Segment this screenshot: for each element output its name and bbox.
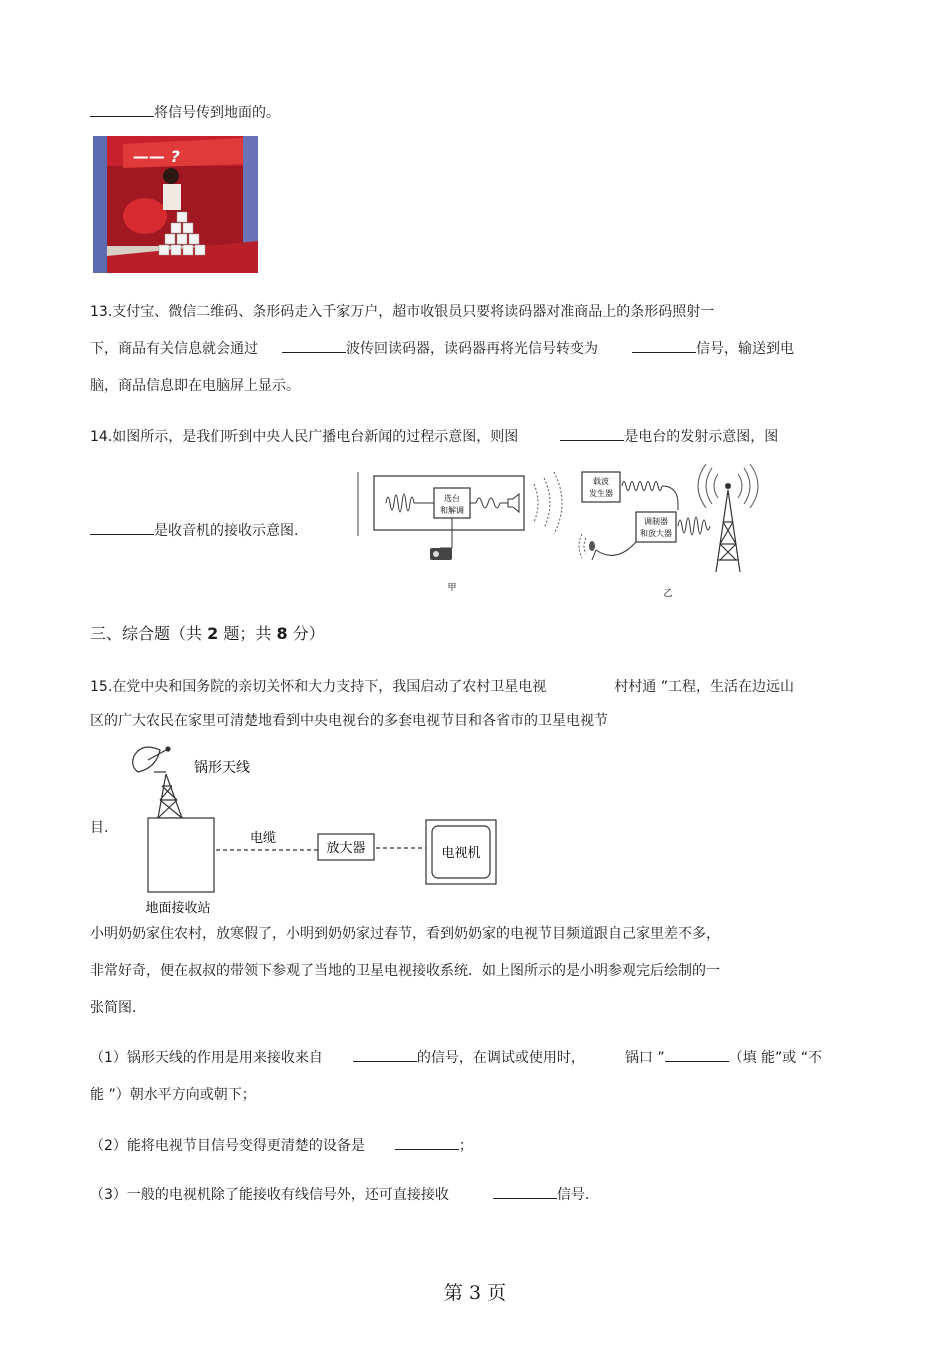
q15-para2: 非常好奇，便在叔叔的带领下参观了当地的卫星电视接收系统．如上图所示的是小明参观完后绘制的一 bbox=[90, 963, 720, 979]
answer-blank[interactable] bbox=[282, 338, 346, 353]
svg-text:甲: 甲 bbox=[447, 583, 457, 593]
svg-text:发生器: 发生器 bbox=[589, 489, 613, 498]
svg-text:乙: 乙 bbox=[663, 589, 673, 599]
radio-transmitter-diagram bbox=[578, 460, 774, 600]
svg-text:和放大器: 和放大器 bbox=[640, 529, 672, 538]
svg-text:载波: 载波 bbox=[593, 477, 609, 486]
answer-blank[interactable] bbox=[90, 520, 154, 535]
svg-text:—— ?: —— ? bbox=[133, 147, 180, 166]
svg-text:和解调: 和解调 bbox=[440, 506, 464, 515]
q15-line2: 区的广大农民在家里可清楚地看到中央电视台的多套电视节目和各省市的卫星电视节 bbox=[90, 713, 608, 729]
q15-para3: 张简图. bbox=[90, 1000, 137, 1016]
q15-sub3: （3）一般的电视机除了能接收有线信号外，还可直接接收 信号. bbox=[90, 1184, 589, 1205]
answer-blank[interactable] bbox=[353, 1047, 417, 1062]
q13-line3: 脑，商品信息即在电脑屏上显示。 bbox=[90, 378, 300, 394]
q15-sub1: （1）锅形天线的作用是用来接收来自 的信号，在调试或使用时， 锅口 ” （填 能”或 “不 bbox=[90, 1047, 822, 1068]
svg-text:放大器: 放大器 bbox=[326, 841, 366, 856]
svg-text:电视机: 电视机 bbox=[441, 846, 481, 861]
satellite-tv-diagram bbox=[126, 742, 506, 918]
section-heading: 三、综合题（共 2 题；共 8 分） bbox=[90, 624, 325, 643]
tv-show-photo bbox=[93, 136, 258, 273]
answer-blank[interactable] bbox=[560, 426, 624, 441]
svg-text:电缆: 电缆 bbox=[250, 831, 277, 846]
q14-line2: 是收音机的接收示意图. bbox=[90, 520, 298, 541]
answer-blank[interactable] bbox=[493, 1184, 557, 1199]
answer-blank[interactable] bbox=[632, 338, 696, 353]
answer-blank[interactable] bbox=[90, 102, 154, 117]
q12-tail: 将信号传到地面的。 bbox=[90, 102, 280, 123]
q13-line2: 下，商品有关信息就会通过 波传回读码器，读码器再将光信号转变为 信号，输送到电 bbox=[90, 338, 794, 359]
q15-para1: 小明奶奶家住农村，放寒假了，小明到奶奶家过春节，看到奶奶家的电视节目频道跟自己家里差不多， bbox=[90, 926, 720, 942]
answer-blank[interactable] bbox=[395, 1135, 459, 1150]
svg-text:锅形天线: 锅形天线 bbox=[194, 760, 250, 776]
page-number: 第 3 页 bbox=[443, 1282, 507, 1304]
q15-line1: 15.在党中央和国务院的亲切关怀和大力支持下，我国启动了农村卫星电视 村村通 ”工程，生活在边远山 bbox=[90, 679, 794, 695]
svg-text:地面接收站: 地面接收站 bbox=[145, 901, 211, 916]
q15-sub1-cont: 能 ”）朝水平方向或朝下； bbox=[90, 1087, 256, 1103]
radio-receiver-diagram bbox=[352, 466, 578, 596]
q14-line1: 14.如图所示，是我们听到中央人民广播电台新闻的过程示意图，则图 是电台的发射示意图，图 bbox=[90, 426, 778, 447]
svg-text:选台: 选台 bbox=[444, 494, 460, 503]
svg-text:调制器: 调制器 bbox=[644, 517, 668, 526]
answer-blank[interactable] bbox=[665, 1047, 729, 1062]
q15-line3: 目. bbox=[90, 820, 109, 836]
q15-sub2: （2）能将电视节目信号变得更清楚的设备是 ； bbox=[90, 1135, 473, 1156]
q13-line1: 13.支付宝、微信二维码、条形码走入千家万户，超市收银员只要将读码器对准商品上的条形码照射一 bbox=[90, 304, 715, 320]
